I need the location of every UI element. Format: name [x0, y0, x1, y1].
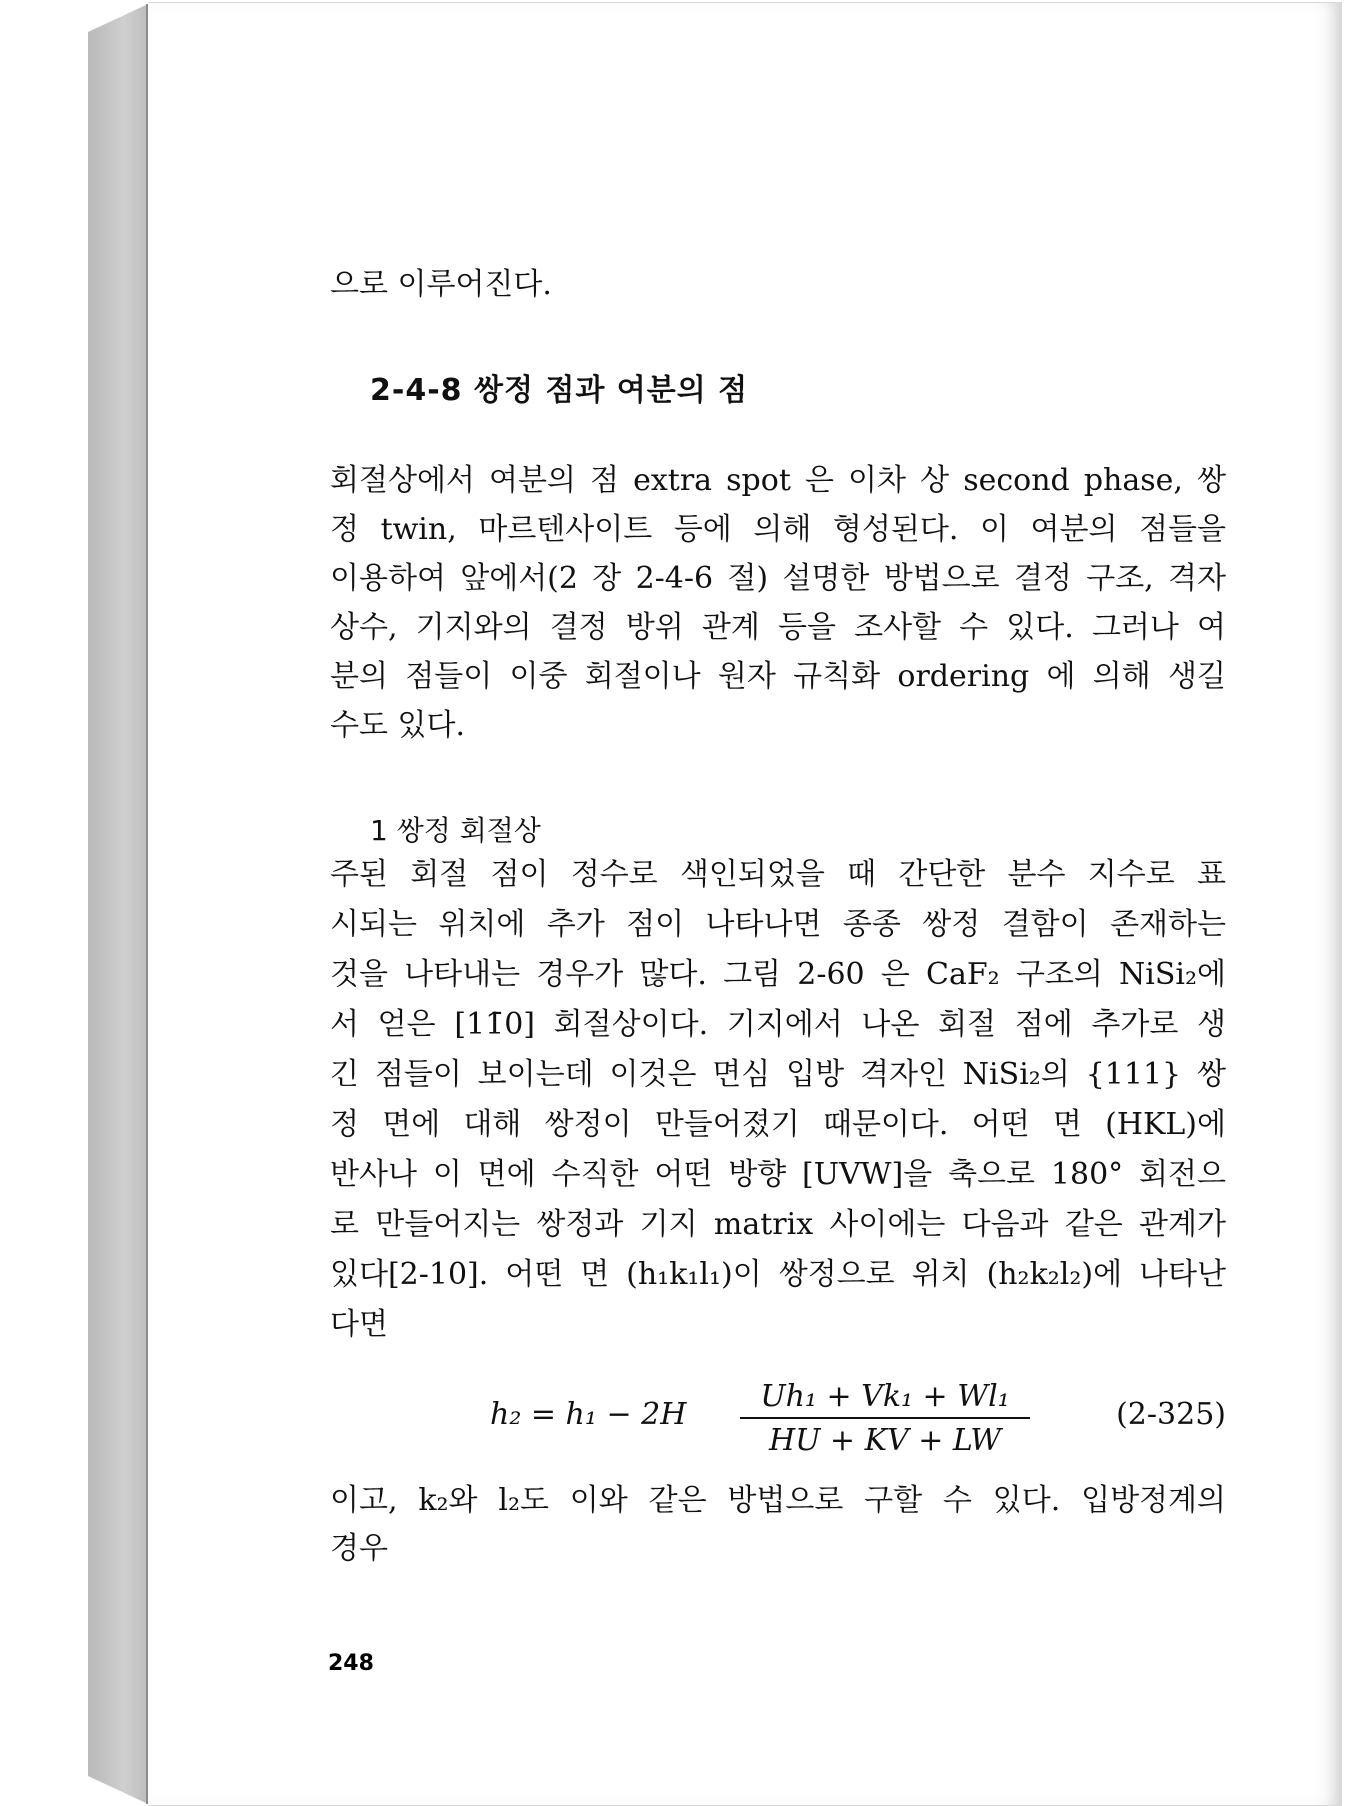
paragraph-2-line: 다면: [330, 1307, 388, 1342]
paragraph-2-line: 있다[2-10]. 어떤 면 (h₁k₁l₁)이 쌍정으로 위치 (h₂k₂l₂)에 나타난: [330, 1257, 1226, 1292]
paragraph-3-line: 경우: [330, 1531, 388, 1566]
paragraph-2-line: 정 면에 대해 쌍정이 만들어졌기 때문이다. 어떤 면 (HKL)에: [330, 1107, 1226, 1142]
paragraph-1-line: 분의 점들이 이중 회절이나 원자 규칙화 ordering 에 의해 생길: [330, 659, 1226, 694]
equation-numerator: Uh₁ + Vk₁ + Wl₁: [760, 1379, 1010, 1414]
equation-denominator: HU + KV + LW: [768, 1423, 1002, 1458]
equation-lhs: h₂ = h₁ − 2H: [490, 1397, 687, 1432]
paragraph-2-line: 반사나 이 면에 수직한 어떤 방향 [UVW]을 축으로 180° 회전으: [330, 1157, 1226, 1192]
paragraph-2-line: 긴 점들이 보이는데 이것은 면심 입방 격자인 NiSi₂의 {111} 쌍: [330, 1057, 1226, 1092]
equation-number: (2-325): [1116, 1397, 1226, 1432]
paragraph-1-line: 이용하여 앞에서(2 장 2-4-6 절) 설명한 방법으로 결정 구조, 격자: [330, 561, 1226, 596]
fraction-bar: [740, 1417, 1030, 1419]
subsection-title: 1 쌍정 회절상: [370, 814, 541, 847]
paragraph-2-line: 주된 회절 점이 정수로 색인되었을 때 간단한 분수 지수로 표: [330, 857, 1226, 892]
paragraph-3-line: 이고, k₂와 l₂도 이와 같은 방법으로 구할 수 있다. 입방정계의: [330, 1483, 1226, 1518]
paragraph-2-line: 것을 나타내는 경우가 많다. 그림 2-60 은 CaF₂ 구조의 NiSi₂에: [330, 957, 1226, 992]
paragraph-1-line: 회절상에서 여분의 점 extra spot 은 이차 상 second phase, 쌍: [330, 463, 1226, 498]
equation-fraction: [740, 1379, 1030, 1459]
paragraph-2-line: 로 만들어지는 쌍정과 기지 matrix 사이에는 다음과 같은 관계가: [330, 1207, 1226, 1242]
paragraph-1-line: 정 twin, 마르텐사이트 등에 의해 형성된다. 이 여분의 점들을: [330, 512, 1226, 547]
page: [148, 2, 1342, 1806]
paragraph-1-line: 수도 있다.: [330, 708, 465, 743]
book-spine: [88, 4, 148, 1804]
page-number: 248: [328, 1651, 374, 1676]
section-title: 2-4-8 쌍정 점과 여분의 점: [370, 373, 749, 408]
paragraph-1-line: 상수, 기지와의 결정 방위 관계 등을 조사할 수 있다. 그러나 여: [330, 610, 1226, 645]
paragraph-2-line: 시되는 위치에 추가 점이 나타나면 종종 쌍정 결함이 존재하는: [330, 907, 1226, 942]
paragraph-2-line: 서 얻은 [11̄0] 회절상이다. 기지에서 나온 회절 점에 추가로 생: [330, 1007, 1226, 1042]
equation-2-325: [330, 1379, 1226, 1459]
intro-line: 으로 이루어진다.: [330, 267, 552, 302]
